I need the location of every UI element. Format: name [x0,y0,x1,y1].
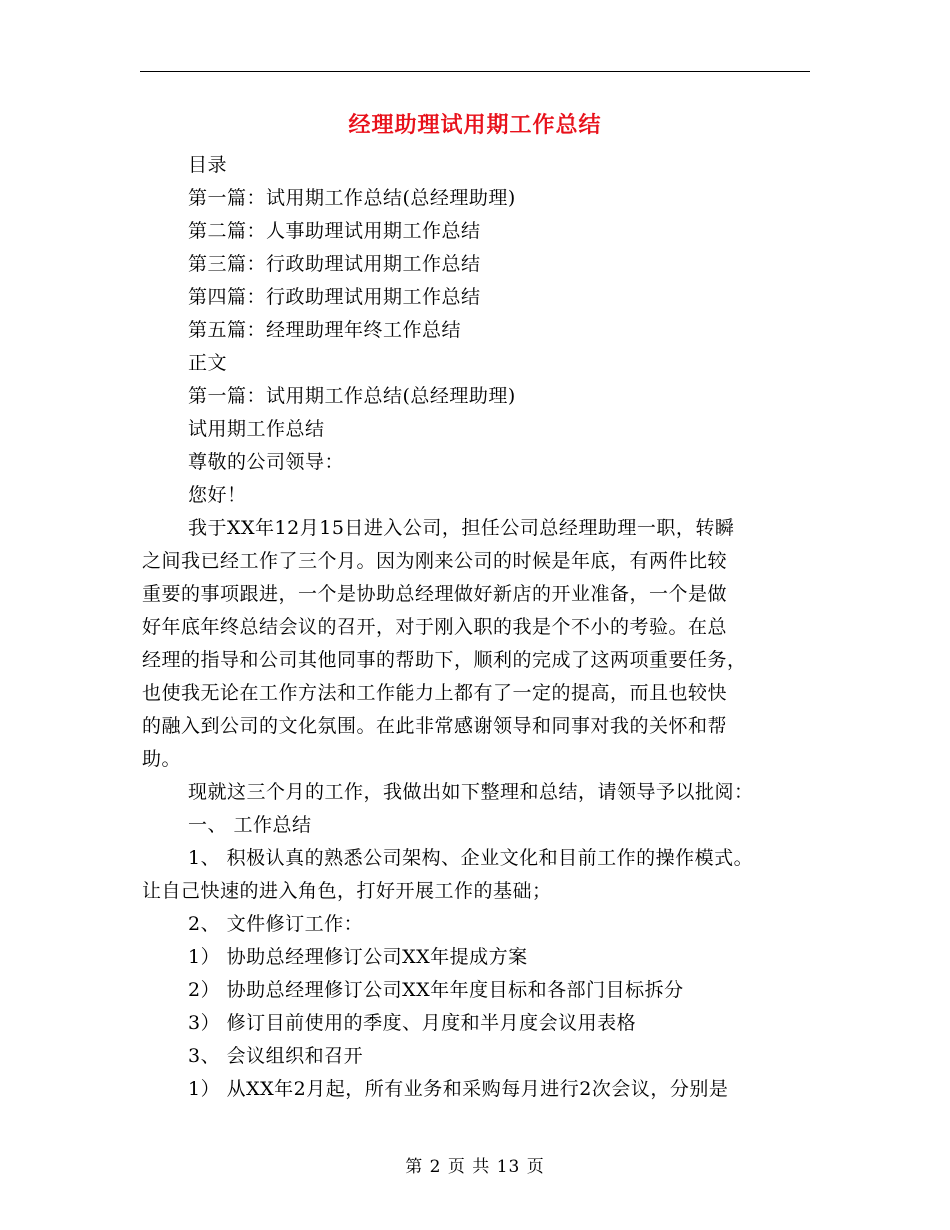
paragraph-line: 助。 [142,748,182,770]
list-item-continuation: 让自己快速的进入角色，打好开展工作的基础； [142,880,552,902]
header-rule [140,71,810,72]
sub-list-item: 1） 从XX年2月起，所有业务和采购每月进行2次会议，分别是 [188,1078,729,1100]
sub-list-item: 1） 协助总经理修订公司XX年提成方案 [188,946,528,968]
paragraph-line: 我于XX年12月15日进入公司，担任公司总经理助理一职，转瞬 [188,517,735,539]
chapter-title: 第一篇：试用期工作总结(总经理助理) [188,385,516,407]
toc-item: 第四篇：行政助理试用期工作总结 [188,286,481,308]
list-item: 1、 积极认真的熟悉公司架构、企业文化和目前工作的操作模式。 [188,847,754,869]
salutation: 尊敬的公司领导： [188,451,345,473]
toc-heading: 目录 [188,154,228,176]
toc-item: 第二篇：人事助理试用期工作总结 [188,220,481,242]
paragraph-line: 也使我无论在工作方法和工作能力上都有了一定的提高，而且也较快 [142,682,728,704]
page-footer: 第 2 页 共 13 页 [405,1157,545,1177]
toc-item: 第三篇：行政助理试用期工作总结 [188,253,481,275]
list-item: 3、 会议组织和召开 [188,1045,364,1067]
greeting: 您好！ [188,484,247,506]
paragraph-line: 之间我已经工作了三个月。因为刚来公司的时候是年底，有两件比较 [142,550,728,572]
sub-list-item: 2） 协助总经理修订公司XX年年度目标和各部门目标拆分 [188,979,684,1001]
list-item: 2、 文件修订工作： [188,913,364,935]
sub-list-item: 3） 修订目前使用的季度、月度和半月度会议用表格 [188,1012,637,1034]
paragraph-line: 现就这三个月的工作，我做出如下整理和总结，请领导予以批阅： [188,781,754,803]
section-title: 一、 工作总结 [188,814,312,836]
paragraph-line: 经理的指导和公司其他同事的帮助下，顺利的完成了这两项重要任务， [142,649,747,671]
document-title: 经理助理试用期工作总结 [348,112,602,138]
toc-item: 第一篇：试用期工作总结(总经理助理) [188,187,516,209]
body-heading: 正文 [188,352,228,374]
doc-title: 试用期工作总结 [188,418,325,440]
paragraph-line: 重要的事项跟进，一个是协助总经理做好新店的开业准备，一个是做 [142,583,728,605]
toc-item: 第五篇：经理助理年终工作总结 [188,319,462,341]
paragraph-line: 好年底年终总结会议的召开，对于刚入职的我是个不小的考验。在总 [142,616,728,638]
paragraph-line: 的融入到公司的文化氛围。在此非常感谢领导和同事对我的关怀和帮 [142,715,728,737]
